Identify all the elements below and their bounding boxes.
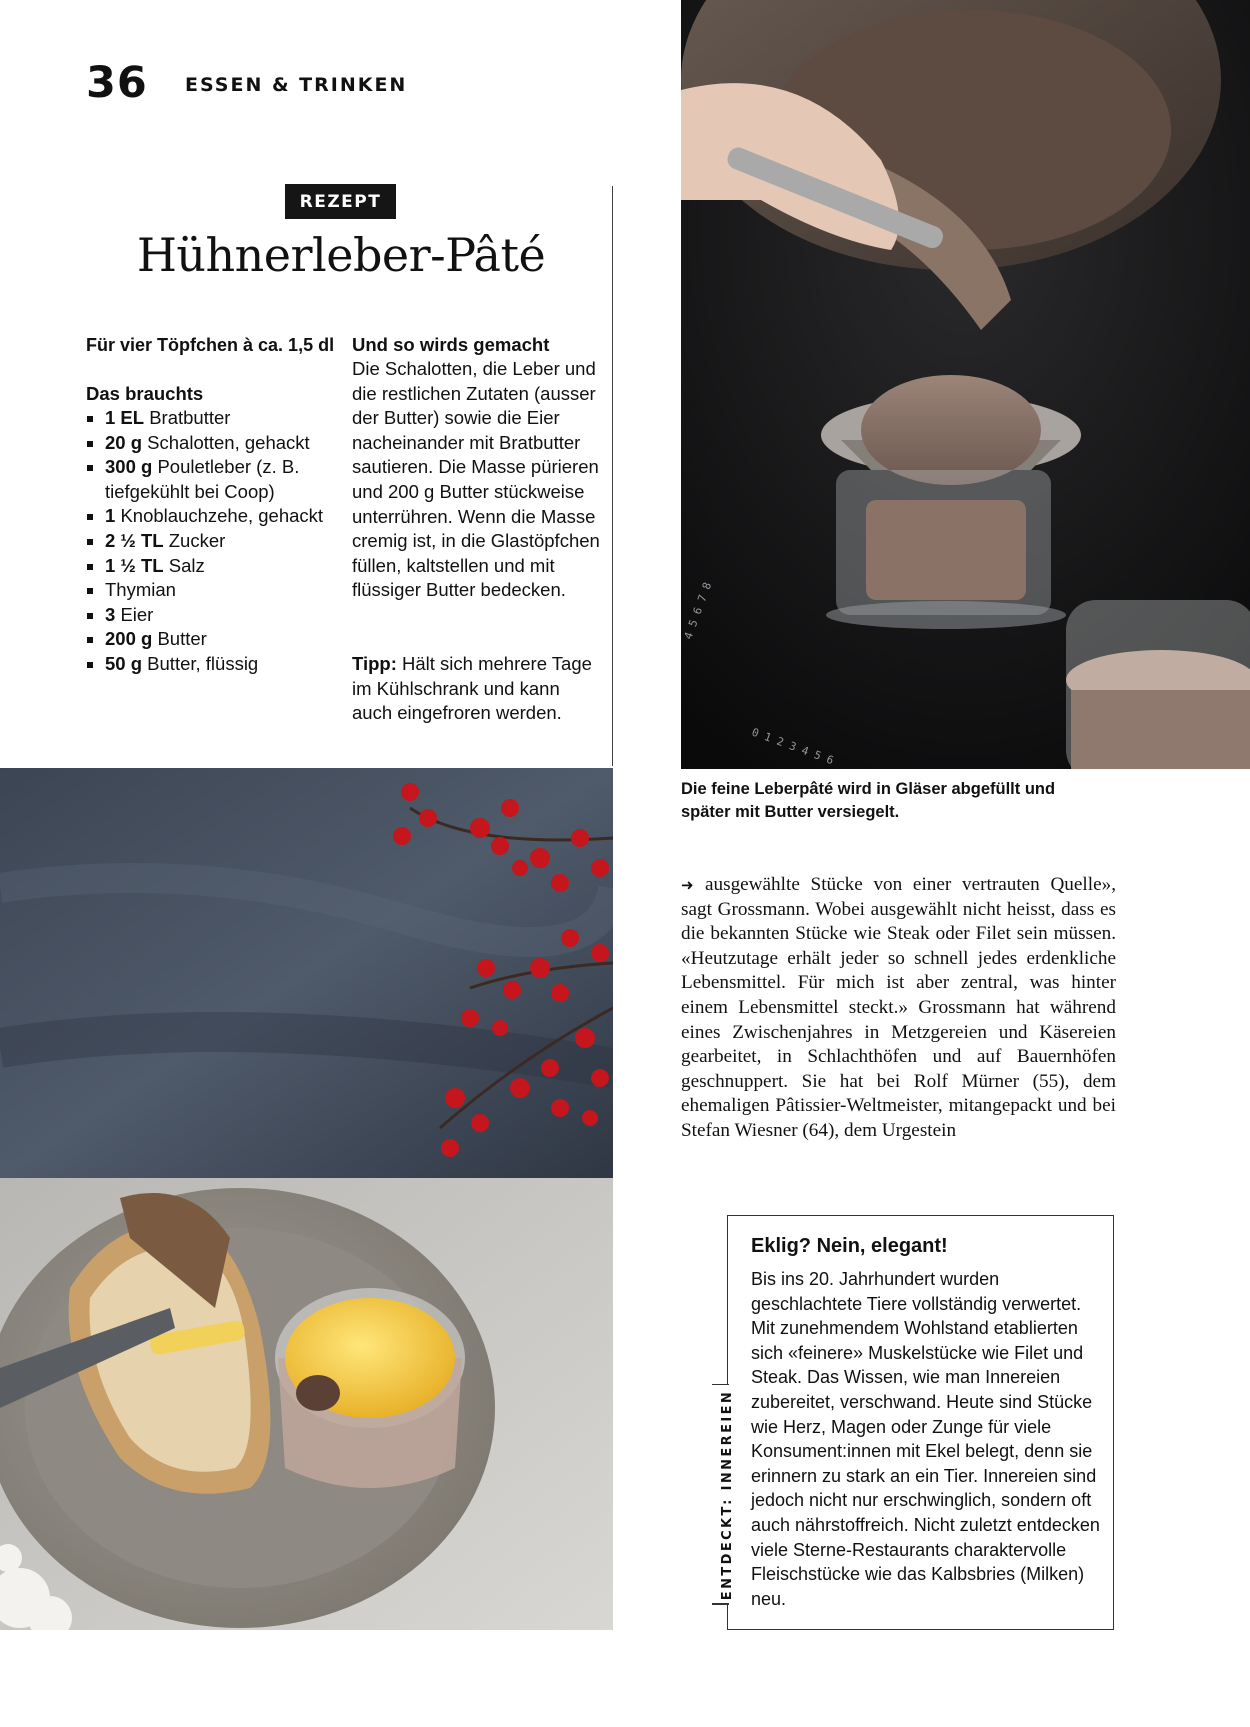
ingredient-name: Butter, flüssig xyxy=(147,652,259,674)
arrow-right-icon: ➜ xyxy=(681,876,694,894)
ingredient-quantity: 1 xyxy=(105,505,116,527)
ingredient-item xyxy=(86,529,346,554)
ingredient-quantity: 1 EL xyxy=(105,407,145,428)
recipe-title: Hühnerleber-Pâté xyxy=(136,228,546,282)
ingredients-list xyxy=(86,406,346,677)
sidebar-text: Bis ins 20. Jahrhundert wurden geschlachtete Tiere vollständig verwertet. Mit zunehmendem Wohlstand etablierten sich «feinere» Muskelstücke wie Filet und Steak. Das Wissen, wie man Innereien zubereitet, verschwand. Heute sind Stücke wie Herz, Magen oder Zunge für viele Konsument:innen mit Ekel belegt, denn sie erinnern zu stark an ein Tier. Innereien sind jedoch nicht nur erschwinglich, sondern oft auch nährstoffreich. Nicht zuletzt entdecken viele Sterne-Restaurants charaktervolle Fleischstücke wie das Kalbsbries (Milken) neu. xyxy=(751,1269,1100,1609)
tip-text: Hält sich mehrere Tage im Kühlschrank und kann auch eingefroren werden. xyxy=(352,653,592,724)
photo-pate-serving-image xyxy=(0,768,613,1630)
ingredient-name: Schalotten, gehackt xyxy=(147,431,310,453)
photo-pate-filling xyxy=(681,0,1250,769)
sidebar-label: ENTDECKT: INNEREIEN xyxy=(719,1389,735,1601)
article-text xyxy=(681,873,1116,1144)
ingredient-item xyxy=(86,652,346,677)
ingredient-quantity: 300 g xyxy=(105,456,153,478)
article-body: ausgewählte Stücke von einer vertrauten Quelle», sagt Grossmann. Wobei ausgewählt nicht heisst, dass es die bekannten Stücke wie Steak oder Filet sein müssen. «Heutzutage erhält jeder so schnell jedes erdenkliche Lebensmittel. Für mich ist aber zentral, was hinter einem Lebensmittel steckt.» Grossmann hat während eines Zwischenjahres in Metzgereien und Käsereien gearbeitet, in Schlachthöfen und auf Bauernhöfen geschnuppert. Sie hat bei Rolf Mürner (55), dem ehemaligen Pâtissier-Weltmeister, mitangepackt und bei Stefan Wiesner (64), dem Urgestein xyxy=(681,874,1116,1141)
ingredients-heading: Das brauchts xyxy=(86,383,204,404)
svg-text:4 5 6 7 8: 4 5 6 7 8 xyxy=(681,580,715,642)
recipe-tag: REZEPT xyxy=(285,184,396,219)
ingredient-item xyxy=(86,554,346,579)
column-divider xyxy=(612,186,613,766)
ingredient-name: Pouletleber (z. B. tiefgekühlt bei Coop) xyxy=(105,456,300,502)
ingredient-quantity: 1 ½ TL xyxy=(105,554,164,576)
ingredient-quantity: 50 g xyxy=(105,652,143,674)
recipe-tip xyxy=(352,652,604,726)
svg-text:0 1 2 3 4 5 6: 0 1 2 3 4 5 6 xyxy=(749,725,836,768)
photo-caption: Die feine Leberpâté wird in Gläser abgefüllt und später mit Butter versiegelt. xyxy=(681,780,1056,821)
recipe-portion: Für vier Töpfchen à ca. 1,5 dl xyxy=(86,335,335,355)
ingredient-item xyxy=(86,504,346,529)
ingredient-quantity: 200 g xyxy=(105,628,153,650)
ingredient-name: Knoblauchzehe, gehackt xyxy=(120,505,324,527)
ingredient-item xyxy=(86,627,346,652)
ingredient-item xyxy=(86,578,346,603)
ingredient-name: Salz xyxy=(168,554,205,576)
sidebar-heading: Eklig? Nein, elegant! xyxy=(751,1235,948,1257)
sidebar-label-rule-bottom xyxy=(712,1603,729,1605)
ingredient-item xyxy=(86,406,346,431)
ingredient-item xyxy=(86,603,346,628)
ingredient-quantity: 2 ½ TL xyxy=(105,529,164,551)
method-heading: Und so wirds gemacht xyxy=(352,334,550,355)
ingredient-quantity: 20 g xyxy=(105,431,143,453)
ingredient-name: Thymian xyxy=(105,579,176,601)
ingredient-quantity: 3 xyxy=(105,603,116,625)
ingredient-name: Bratbutter xyxy=(149,407,231,428)
photo-pate-filling-image xyxy=(681,0,1250,769)
sidebar-label-bar xyxy=(712,1385,742,1605)
ingredient-item xyxy=(86,455,346,504)
ingredient-name: Zucker xyxy=(168,529,226,551)
photo-pate-serving xyxy=(0,768,613,1630)
ingredient-item xyxy=(86,431,346,456)
tip-label: Tipp: xyxy=(352,653,397,674)
method-text: Die Schalotten, die Leber und die restlichen Zutaten (ausser der Butter) sowie die Eier nacheinander mit Bratbutter sautieren. Die Masse pürieren und 200 g Butter stückweise unterrühren. Wenn die Masse cremig ist, in die Glastöpfchen füllen, kaltstellen und mit flüssiger Butter bedecken. xyxy=(352,358,600,601)
section-title: ESSEN & TRINKEN xyxy=(185,74,408,96)
ingredient-name: Eier xyxy=(120,603,154,625)
ingredient-name: Butter xyxy=(157,628,207,650)
page-number: 36 xyxy=(86,58,148,108)
